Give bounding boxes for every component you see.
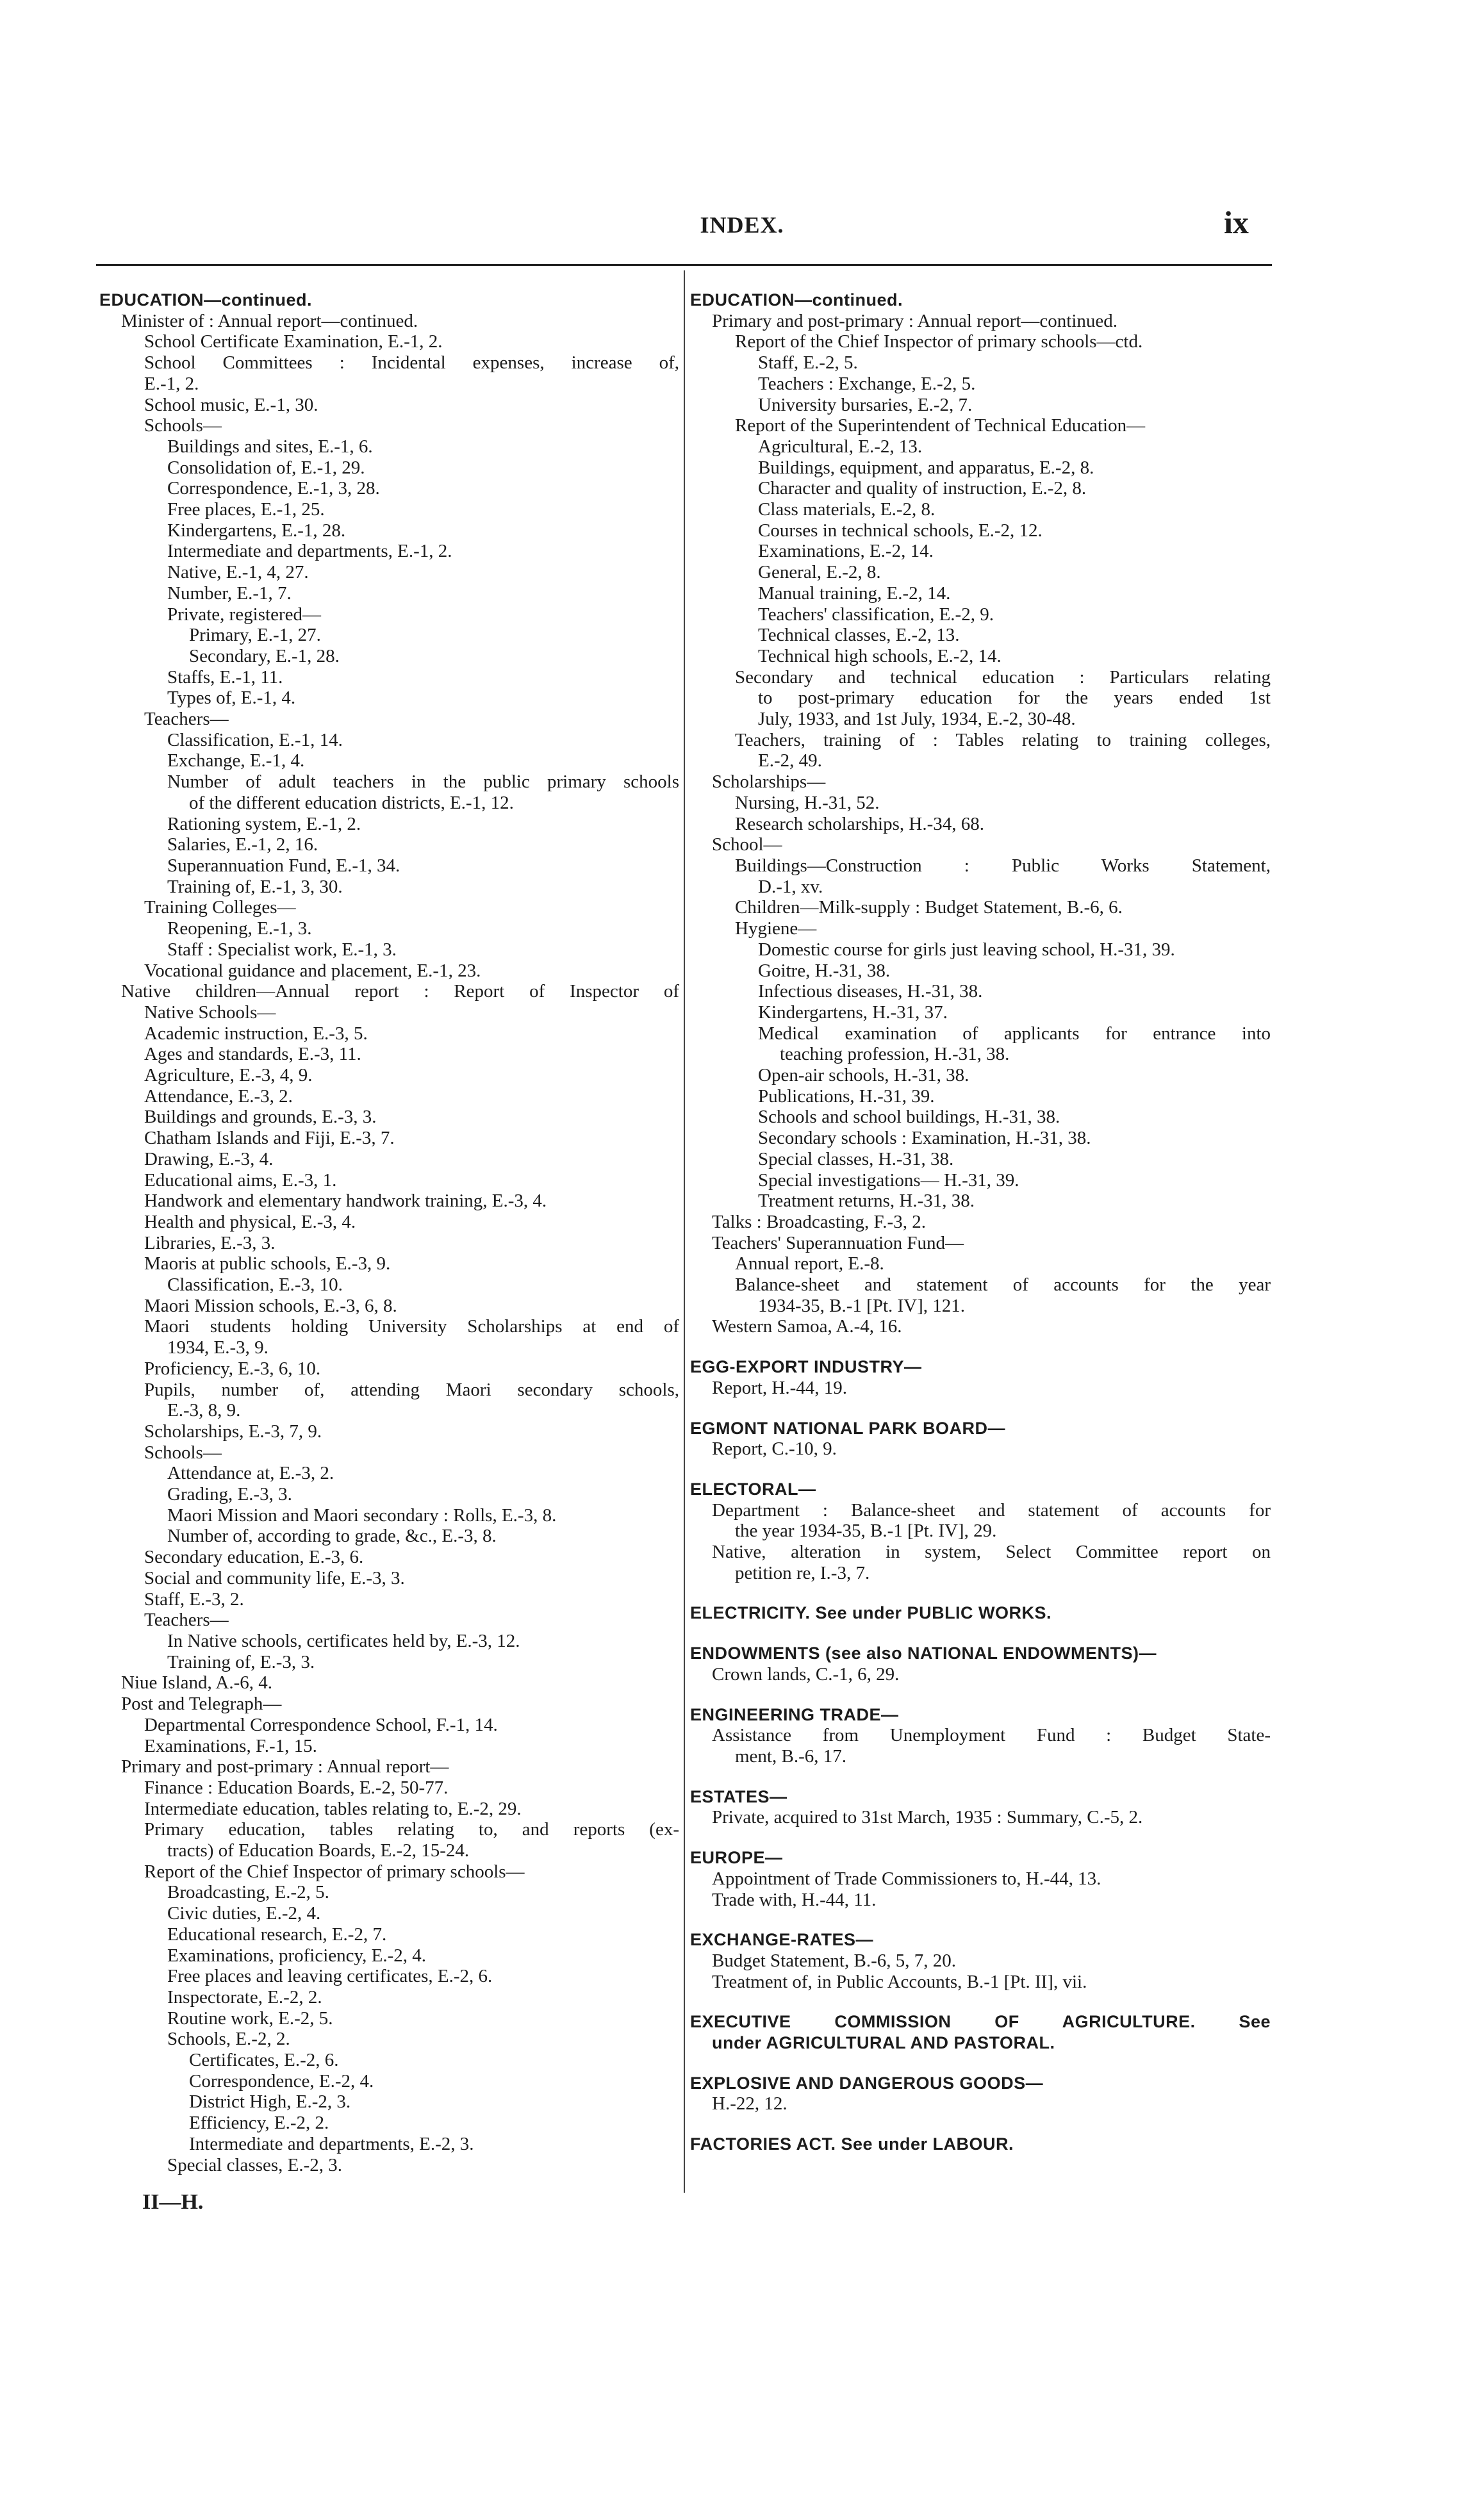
- index-entry: Courses in technical schools, E.-2, 12.: [758, 520, 1043, 541]
- index-heading: FACTORIES ACT. See under LABOUR.: [690, 2134, 1014, 2154]
- index-entry: Intermediate education, tables relating to, E.-2, 29.: [144, 1798, 522, 1819]
- index-entry: Proficiency, E.-3, 6, 10.: [144, 1358, 321, 1379]
- index-entry: Maoris at public schools, E.-3, 9.: [144, 1253, 391, 1274]
- index-heading: ELECTORAL—: [690, 1479, 816, 1499]
- index-entry: Infectious diseases, H.-31, 38.: [758, 981, 983, 1002]
- index-entry: Annual report, E.-8.: [735, 1253, 884, 1274]
- index-entry: Report of the Chief Inspector of primary schools—: [144, 1861, 525, 1882]
- index-entry: Staff, E.-3, 2.: [144, 1588, 244, 1610]
- index-entry: Scholarships, E.-3, 7, 9.: [144, 1421, 322, 1442]
- index-entry: Buildings—Construction : Public Works Statement,: [735, 855, 1271, 876]
- index-entry: Number of adult teachers in the public primary schools: [167, 771, 679, 793]
- index-entry: Private, acquired to 31st March, 1935 : Summary, C.-5, 2.: [712, 1807, 1143, 1828]
- index-heading: ENDOWMENTS (see also NATIONAL ENDOWMENTS)—: [690, 1644, 1157, 1663]
- index-entry: Agriculture, E.-3, 4, 9.: [144, 1065, 313, 1086]
- index-entry: Private, registered—: [167, 604, 321, 625]
- index-entry: Balance-sheet and statement of accounts for the year: [735, 1274, 1271, 1296]
- printer-signature: II—H.: [142, 2190, 204, 2214]
- column-divider: [684, 270, 685, 2193]
- index-entry: Teachers : Exchange, E.-2, 5.: [758, 373, 976, 394]
- header-rule: [96, 264, 1272, 266]
- index-heading: EGMONT NATIONAL PARK BOARD—: [690, 1418, 1005, 1438]
- index-entry: Research scholarships, H.-34, 68.: [735, 813, 984, 834]
- index-entry: Trade with, H.-44, 11.: [712, 1889, 877, 1910]
- index-entry: Report of the Chief Inspector of primary schools—ctd.: [735, 331, 1143, 352]
- index-entry: Examinations, proficiency, E.-2, 4.: [167, 1945, 427, 1966]
- index-entry: Budget Statement, B.-6, 5, 7, 20.: [712, 1950, 956, 1971]
- index-entry: Classification, E.-3, 10.: [167, 1274, 343, 1296]
- index-entry: Social and community life, E.-3, 3.: [144, 1567, 405, 1588]
- index-entry: Native Schools—: [144, 1002, 276, 1023]
- index-entry: E.-3, 8, 9.: [167, 1400, 241, 1421]
- index-entry: Attendance at, E.-3, 2.: [167, 1463, 334, 1484]
- index-entry: Finance : Education Boards, E.-2, 50-77.: [144, 1777, 449, 1798]
- index-entry: Training of, E.-1, 3, 30.: [167, 876, 343, 897]
- index-entry: Nursing, H.-31, 52.: [735, 792, 880, 813]
- index-entry: Health and physical, E.-3, 4.: [144, 1211, 356, 1232]
- index-entry: Character and quality of instruction, E.-2, 8.: [758, 478, 1087, 499]
- index-entry: Buildings and sites, E.-1, 6.: [167, 436, 373, 457]
- index-entry: Treatment returns, H.-31, 38.: [758, 1191, 975, 1212]
- index-entry: Free places, E.-1, 25.: [167, 499, 325, 520]
- index-entry: Schools, E.-2, 2.: [167, 2029, 290, 2050]
- index-heading: EDUCATION—continued.: [690, 290, 903, 309]
- index-heading: under AGRICULTURAL AND PASTORAL.: [712, 2033, 1055, 2053]
- index-entry: teaching profession, H.-31, 38.: [780, 1044, 1010, 1065]
- index-entry: Medical examination of applicants for entrance into: [758, 1023, 1271, 1044]
- index-entry: Maori Mission schools, E.-3, 6, 8.: [144, 1295, 397, 1316]
- index-entry: Special classes, E.-2, 3.: [167, 2154, 343, 2175]
- index-entry: Handwork and elementary handwork training, E.-3, 4.: [144, 1191, 547, 1212]
- index-entry: Vocational guidance and placement, E.-1, 23.: [144, 960, 481, 981]
- index-entry: School Committees : Incidental expenses, increase of,: [144, 352, 679, 374]
- index-entry: Secondary education, E.-3, 6.: [144, 1547, 364, 1568]
- index-entry: tracts) of Education Boards, E.-2, 15-24.: [167, 1840, 470, 1861]
- index-entry: to post-primary education for the years ended 1st: [758, 688, 1271, 709]
- index-entry: Scholarships—: [712, 771, 826, 793]
- index-entry: petition re, I.-3, 7.: [735, 1562, 870, 1583]
- index-entry: Teachers' Superannuation Fund—: [712, 1232, 964, 1253]
- index-entry: General, E.-2, 8.: [758, 562, 881, 583]
- index-entry: Teachers' classification, E.-2, 9.: [758, 604, 994, 625]
- index-column-right: [690, 290, 1271, 2155]
- index-entry: Consolidation of, E.-1, 29.: [167, 457, 365, 478]
- index-entry: School Certificate Examination, E.-1, 2.: [144, 331, 443, 352]
- index-entry: Technical high schools, E.-2, 14.: [758, 645, 1002, 666]
- index-entry: Rationing system, E.-1, 2.: [167, 813, 361, 834]
- index-entry: H.-22, 12.: [712, 2093, 787, 2115]
- index-entry: Routine work, E.-2, 5.: [167, 2008, 333, 2029]
- index-heading: EXPLOSIVE AND DANGEROUS GOODS—: [690, 2073, 1044, 2093]
- index-entry: Secondary, E.-1, 28.: [189, 645, 340, 666]
- index-entry: Class materials, E.-2, 8.: [758, 499, 936, 520]
- index-entry: Schools—: [144, 415, 222, 436]
- index-entry: Publications, H.-31, 39.: [758, 1085, 935, 1107]
- index-entry: Teachers—: [144, 1610, 229, 1631]
- index-heading: EXECUTIVE COMMISSION OF AGRICULTURE. See: [690, 2012, 1271, 2032]
- index-heading: EXCHANGE-RATES—: [690, 1930, 874, 1950]
- index-entry: Buildings, equipment, and apparatus, E.-2, 8.: [758, 457, 1094, 478]
- index-entry: Inspectorate, E.-2, 2.: [167, 1986, 322, 2008]
- index-entry: Buildings and grounds, E.-3, 3.: [144, 1107, 377, 1128]
- index-entry: Native children—Annual report : Report of Inspector of: [121, 981, 679, 1002]
- index-entry: Assistance from Unemployment Fund : Budget State-: [712, 1725, 1271, 1746]
- index-entry: Teachers—: [144, 709, 229, 730]
- index-entry: Hygiene—: [735, 918, 817, 939]
- index-entry: Number of, according to grade, &c., E.-3, 8.: [167, 1526, 497, 1547]
- index-entry: Primary and post-primary : Annual report—: [121, 1756, 449, 1777]
- index-entry: Staff, E.-2, 5.: [758, 352, 858, 374]
- index-entry: Talks : Broadcasting, F.-3, 2.: [712, 1211, 926, 1232]
- index-entry: Exchange, E.-1, 4.: [167, 750, 305, 771]
- index-entry: Training of, E.-3, 3.: [167, 1651, 315, 1672]
- index-entry: Attendance, E.-3, 2.: [144, 1085, 293, 1107]
- index-entry: In Native schools, certificates held by, E.-3, 12.: [167, 1631, 520, 1651]
- index-entry: 1934-35, B.-1 [Pt. IV], 121.: [758, 1295, 966, 1316]
- index-entry: Maori students holding University Scholarships at end of: [144, 1316, 679, 1337]
- index-entry: Domestic course for girls just leaving school, H.-31, 39.: [758, 939, 1175, 960]
- index-entry: 1934, E.-3, 9.: [167, 1337, 268, 1358]
- index-heading: ESTATES—: [690, 1786, 787, 1806]
- index-entry: Niue Island, A.-6, 4.: [121, 1672, 272, 1694]
- index-heading: EGG-EXPORT INDUSTRY—: [690, 1357, 922, 1377]
- index-entry: Types of, E.-1, 4.: [167, 688, 296, 709]
- index-entry: Superannuation Fund, E.-1, 34.: [167, 855, 400, 876]
- index-entry: Native, alteration in system, Select Committee report on: [712, 1542, 1271, 1563]
- index-entry: Examinations, E.-2, 14.: [758, 541, 934, 562]
- index-entry: Staff : Specialist work, E.-1, 3.: [167, 939, 397, 960]
- index-entry: Schools and school buildings, H.-31, 38.: [758, 1107, 1060, 1128]
- index-entry: Goitre, H.-31, 38.: [758, 960, 891, 981]
- index-entry: Staffs, E.-1, 11.: [167, 666, 283, 688]
- index-entry: Free places and leaving certificates, E.-2, 6.: [167, 1966, 493, 1987]
- index-entry: E.-1, 2.: [144, 373, 199, 394]
- index-entry: Intermediate and departments, E.-1, 2.: [167, 541, 452, 562]
- index-entry: Kindergartens, H.-31, 37.: [758, 1002, 948, 1023]
- index-heading: EUROPE—: [690, 1848, 783, 1868]
- index-column-left: [99, 290, 679, 2175]
- index-entry: School music, E.-1, 30.: [144, 394, 318, 415]
- index-entry: Libraries, E.-3, 3.: [144, 1232, 276, 1253]
- index-entry: Reopening, E.-1, 3.: [167, 918, 312, 939]
- index-entry: Appointment of Trade Commissioners to, H.-44, 13.: [712, 1868, 1101, 1889]
- index-entry: Treatment of, in Public Accounts, B.-1 [Pt. II], vii.: [712, 1971, 1087, 1992]
- index-entry: Correspondence, E.-1, 3, 28.: [167, 478, 380, 499]
- index-entry: Crown lands, C.-1, 6, 29.: [712, 1663, 900, 1685]
- index-heading: ELECTRICITY. See under PUBLIC WORKS.: [690, 1603, 1052, 1623]
- index-entry: Minister of : Annual report—continued.: [121, 310, 418, 331]
- index-entry: Secondary and technical education : Particulars relating: [735, 666, 1271, 688]
- index-entry: Maori Mission and Maori secondary : Rolls, E.-3, 8.: [167, 1505, 557, 1526]
- index-entry: Agricultural, E.-2, 13.: [758, 436, 923, 457]
- index-heading: ENGINEERING TRADE—: [690, 1704, 899, 1724]
- index-entry: Ages and standards, E.-3, 11.: [144, 1044, 361, 1065]
- index-entry: Manual training, E.-2, 14.: [758, 582, 951, 604]
- index-entry: University bursaries, E.-2, 7.: [758, 394, 973, 415]
- index-entry: Chatham Islands and Fiji, E.-3, 7.: [144, 1128, 395, 1149]
- index-entry: Native, E.-1, 4, 27.: [167, 562, 309, 583]
- index-entry: Teachers, training of : Tables relating to training colleges,: [735, 729, 1271, 750]
- index-heading: EDUCATION—continued.: [99, 290, 312, 309]
- index-entry: Technical classes, E.-2, 13.: [758, 625, 960, 646]
- index-entry: Children—Milk-supply : Budget Statement, B.-6, 6.: [735, 897, 1123, 918]
- index-entry: Training Colleges—: [144, 897, 296, 918]
- index-entry: Special classes, H.-31, 38.: [758, 1148, 954, 1169]
- index-entry: Post and Telegraph—: [121, 1694, 282, 1715]
- index-entry: Kindergartens, E.-1, 28.: [167, 520, 346, 541]
- index-entry: Number, E.-1, 7.: [167, 582, 292, 604]
- index-entry: Department : Balance-sheet and statement of accounts for: [712, 1499, 1271, 1521]
- index-entry: Salaries, E.-1, 2, 16.: [167, 834, 318, 855]
- index-entry: Primary and post-primary : Annual report—continued.: [712, 310, 1118, 331]
- index-entry: the year 1934-35, B.-1 [Pt. IV], 29.: [735, 1521, 997, 1542]
- index-entry: Academic instruction, E.-3, 5.: [144, 1023, 368, 1044]
- index-entry: Educational aims, E.-3, 1.: [144, 1169, 337, 1191]
- index-entry: Report, C.-10, 9.: [712, 1439, 837, 1460]
- index-entry: Drawing, E.-3, 4.: [144, 1148, 274, 1169]
- index-entry: D.-1, xv.: [758, 876, 823, 897]
- index-entry: Primary education, tables relating to, and reports (ex-: [144, 1819, 679, 1840]
- index-entry: School—: [712, 834, 782, 855]
- index-entry: Broadcasting, E.-2, 5.: [167, 1882, 329, 1903]
- index-entry: Civic duties, E.-2, 4.: [167, 1903, 321, 1924]
- index-entry: Examinations, F.-1, 15.: [144, 1735, 317, 1756]
- index-entry: Educational research, E.-2, 7.: [167, 1924, 387, 1945]
- index-entry: Open-air schools, H.-31, 38.: [758, 1065, 969, 1086]
- index-entry: Intermediate and departments, E.-2, 3.: [189, 2133, 474, 2154]
- index-entry: Report, H.-44, 19.: [712, 1377, 848, 1398]
- page-number: ix: [1224, 204, 1249, 240]
- index-entry: of the different education districts, E.-1, 12.: [189, 792, 514, 813]
- index-entry: July, 1933, and 1st July, 1934, E.-2, 30-48.: [758, 709, 1076, 730]
- index-entry: District High, E.-2, 3.: [189, 2091, 351, 2113]
- index-entry: Grading, E.-3, 3.: [167, 1484, 292, 1505]
- index-entry: Pupils, number of, attending Maori secondary schools,: [144, 1379, 679, 1400]
- index-entry: ment, B.-6, 17.: [735, 1746, 846, 1767]
- index-entry: Secondary schools : Examination, H.-31, 38.: [758, 1128, 1091, 1149]
- index-entry: Certificates, E.-2, 6.: [189, 2050, 339, 2071]
- index-entry: Schools—: [144, 1442, 222, 1463]
- index-entry: Classification, E.-1, 14.: [167, 729, 343, 750]
- index-entry: E.-2, 49.: [758, 750, 822, 771]
- index-entry: Departmental Correspondence School, F.-1, 14.: [144, 1714, 498, 1735]
- index-entry: Western Samoa, A.-4, 16.: [712, 1316, 902, 1337]
- index-entry: Primary, E.-1, 27.: [189, 625, 321, 646]
- index-entry: Correspondence, E.-2, 4.: [189, 2070, 374, 2091]
- index-entry: Report of the Superintendent of Technical Education—: [735, 415, 1146, 436]
- page-title: INDEX.: [700, 212, 784, 238]
- index-entry: Efficiency, E.-2, 2.: [189, 2113, 329, 2134]
- index-entry: Special investigations— H.-31, 39.: [758, 1169, 1019, 1191]
